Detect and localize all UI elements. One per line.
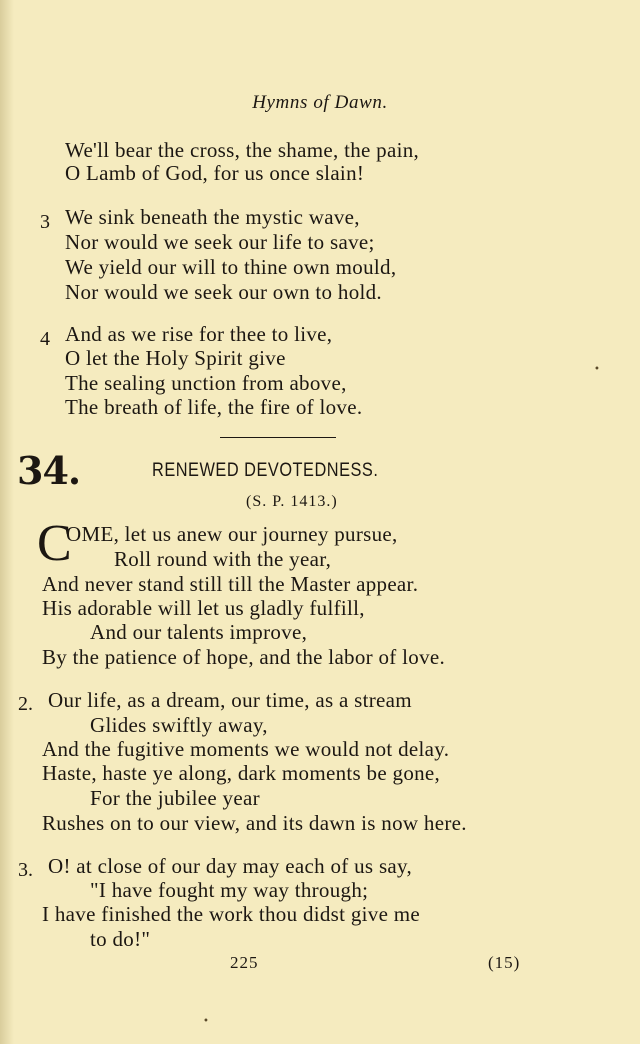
hymn-number: 34. (17, 448, 81, 493)
verse-line: The sealing unction from above, (65, 371, 347, 395)
ink-speck: • (594, 364, 600, 375)
verse-line: And as we rise for thee to live, (65, 322, 333, 346)
verse-number: 3 (40, 211, 50, 233)
verse-number: 3. (18, 859, 33, 881)
page-number: 225 (230, 953, 259, 972)
verse-line: The breath of life, the fire of love. (65, 395, 363, 419)
verse-line: Glides swiftly away, (90, 713, 268, 737)
verse-line: I have finished the work thou didst give me (42, 902, 420, 926)
section-divider (220, 437, 336, 438)
verse-line: O let the Holy Spirit give (65, 346, 286, 370)
verse-line: We'll bear the cross, the shame, the pain, (65, 138, 420, 162)
verse-line: Roll round with the year, (114, 547, 332, 571)
hymn-title: RENEWED DEVOTEDNESS. (152, 460, 379, 481)
verse-line: By the patience of hope, and the labor of love. (42, 645, 446, 669)
hymn-reference: (S. P. 1413.) (246, 493, 338, 510)
verse-line: to do!" (90, 927, 151, 951)
verse-line: We sink beneath the mystic wave, (65, 205, 360, 229)
running-header: Hymns of Dawn. (252, 92, 388, 113)
verse-line: "I have fought my way through; (90, 878, 369, 902)
drop-cap: C (37, 515, 72, 572)
verse-line: His adorable will let us gladly fulfill, (42, 596, 365, 620)
verse-line: We yield our will to thine own mould, (65, 255, 397, 279)
verse-line: OME, let us anew our journey pursue, (66, 522, 398, 546)
verse-line: And our talents improve, (90, 620, 308, 644)
verse-number: 4 (40, 328, 50, 350)
verse-line: Nor would we seek our own to hold. (65, 280, 382, 304)
verse-line: Haste, haste ye along, dark moments be gone, (42, 761, 441, 785)
verse-line: O! at close of our day may each of us say, (48, 854, 413, 878)
verse-line: Our life, as a dream, our time, as a stream (48, 688, 412, 712)
verse-number: 2. (18, 693, 33, 715)
ink-speck: • (203, 1016, 209, 1027)
signature-mark: (15) (488, 953, 521, 972)
verse-line: And never stand still till the Master appear. (42, 572, 419, 596)
verse-line: For the jubilee year (90, 786, 260, 810)
verse-line: Rushes on to our view, and its dawn is now here. (42, 811, 467, 835)
verse-line: O Lamb of God, for us once slain! (65, 161, 365, 185)
verse-line: And the fugitive moments we would not delay. (42, 737, 450, 761)
verse-line: Nor would we seek our life to save; (65, 230, 375, 254)
page-gutter-shadow (0, 0, 14, 1044)
